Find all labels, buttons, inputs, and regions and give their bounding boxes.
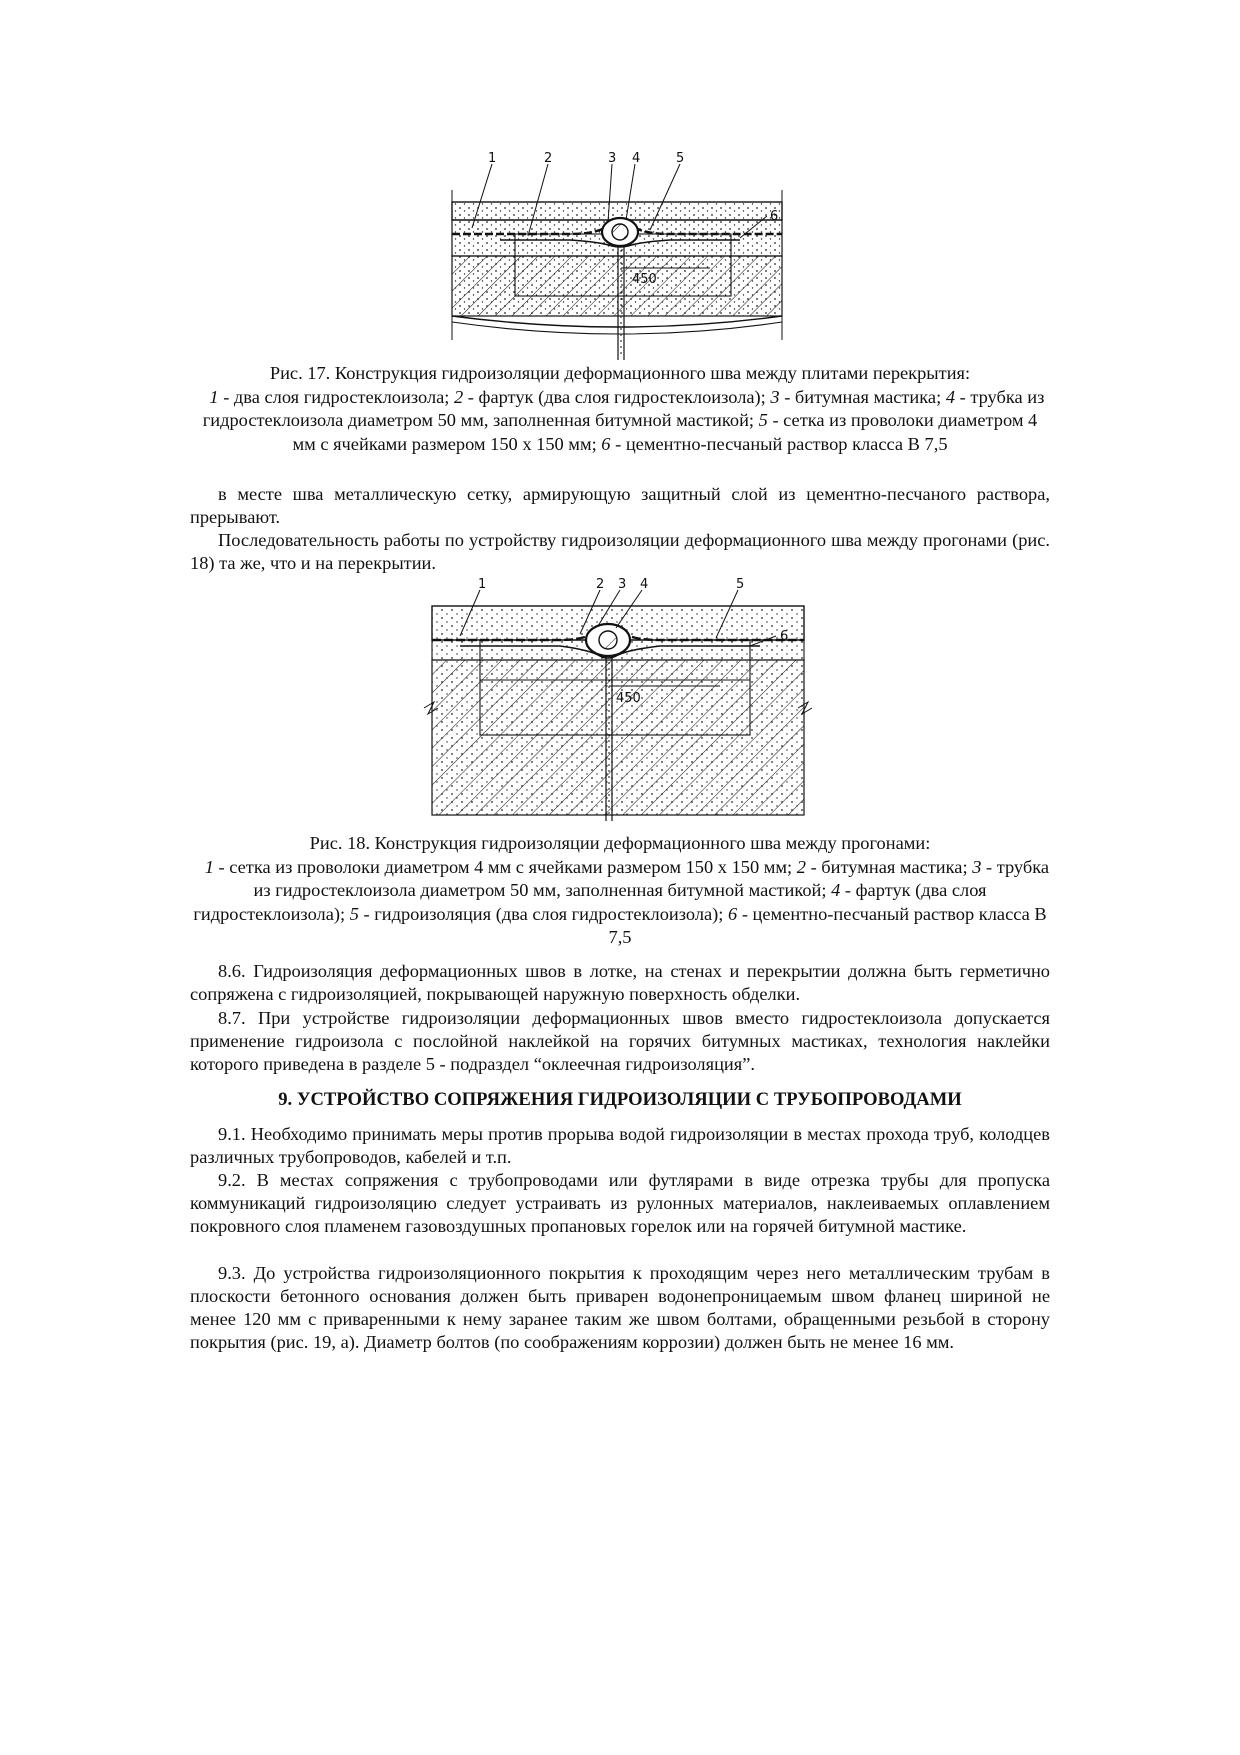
figure-18-callout-5: 5 [736, 577, 745, 592]
figure-17-callout-1: 1 [488, 151, 497, 166]
figure-17-callout-6: 6 [770, 209, 779, 224]
figure-17-caption [190, 362, 1050, 456]
figure-18-caption-title: Рис. 18. Конструкция гидроизоляции деформационного шва между прогонами: [309, 833, 931, 853]
paragraph-9-1: 9.1. Необходимо принимать меры против прорыва водой гидроизоляции в местах прохода труб, колодцев различных трубопроводов, кабелей и т.п. [190, 1124, 1050, 1167]
figure-17-caption-legend: 1 - два слоя гидростеклоизола; 2 - фартук (два слоя гидростеклоизола); 3 - битумная мастика; 4 - трубка из гидростеклоизола диаметром 50 мм, заполненная битумной мастикой; 5 - сетка из проволоки диаметром 4 мм с ячейками размером 150 х 150 мм; 6 - цементно-песчаный раствор класса В 7,5 [202, 386, 1045, 454]
paragraph-sequence: Последовательность работы по устройству гидроизоляции деформационного шва между прогонами (рис. 18) та же, что и на перекрытии. [190, 530, 1050, 573]
paragraph-mesh-interrupted: в месте шва металлическую сетку, армирующую защитный слой из цементно-песчаного раствора, прерывают. [190, 484, 1050, 527]
figure-17-callout-5: 5 [676, 151, 685, 166]
figure-18-drawing [420, 576, 820, 821]
figure-17-drawing [440, 150, 800, 360]
figure-18-dimension: 450 [616, 691, 641, 706]
figure-18-caption-legend: 1 - сетка из проволоки диаметром 4 мм с ячейками размером 150 х 150 мм; 2 - битумная мастика; 3 - трубка из гидростеклоизола диаметром 50 мм, заполненная битумной мастикой; 4 - фартук (два слоя гидростеклоизола); 5 - гидроизоляция (два слоя гидростеклоизола); 6 - цементно-песчаный раствор класса В 7,5 [193, 856, 1050, 947]
figure-18-callout-4: 4 [640, 577, 649, 592]
figure-17-callout-3: 3 [608, 151, 617, 166]
figure-18-callout-2: 2 [596, 577, 605, 592]
figure-17-callout-2: 2 [544, 151, 553, 166]
figure-18-callout-3: 3 [618, 577, 627, 592]
section-heading-9: 9. УСТРОЙСТВО СОПРЯЖЕНИЯ ГИДРОИЗОЛЯЦИИ С ТРУБОПРОВОДАМИ [278, 1089, 962, 1110]
paragraph-8-6: 8.6. Гидроизоляция деформационных швов в лотке, на стенах и перекрытии должна быть герметично сопряжена с гидроизоляцией, покрывающей наружную поверхность обделки. [190, 961, 1050, 1004]
paragraph-9-3: 9.3. До устройства гидроизоляционного покрытия к проходящим через него металлическим трубам в плоскости бетонного основания должен быть приварен водонепроницаемым швом фланец шириной не менее 120 мм с приваренными к нему заранее таким же швом болтами, обращенными резьбой в сторону покрытия (рис. 19, а). Диаметр болтов (по соображениям коррозии) должен быть не менее 16 мм. [190, 1263, 1050, 1352]
paragraph-8-7: 8.7. При устройстве гидроизоляции деформационных швов вместо гидростеклоизола допускается применение гидроизола с послойной наклейкой на горячих битумных мастиках, технология наклейки которого приведена в разделе 5 - подраздел “оклеечная гидроизоляция”. [190, 1008, 1050, 1074]
figure-18-callout-1: 1 [478, 577, 487, 592]
paragraph-9-2: 9.2. В местах сопряжения с трубопроводами или футлярами в виде отрезка трубы для пропуска коммуникаций гидроизоляцию следует устраивать из рулонных материалов, наклеиваемых оплавлением покровного слоя пламенем газовоздушных пропановых горелок или на горячей битумной мастике. [190, 1170, 1050, 1236]
figure-17-callout-4: 4 [632, 151, 641, 166]
figure-18-caption [190, 832, 1050, 950]
figure-18-callout-6: 6 [780, 629, 789, 644]
figure-17-caption-title: Рис. 17. Конструкция гидроизоляции деформационного шва между плитами перекрытия: [269, 363, 971, 383]
figure-17-dimension: 450 [632, 272, 657, 287]
